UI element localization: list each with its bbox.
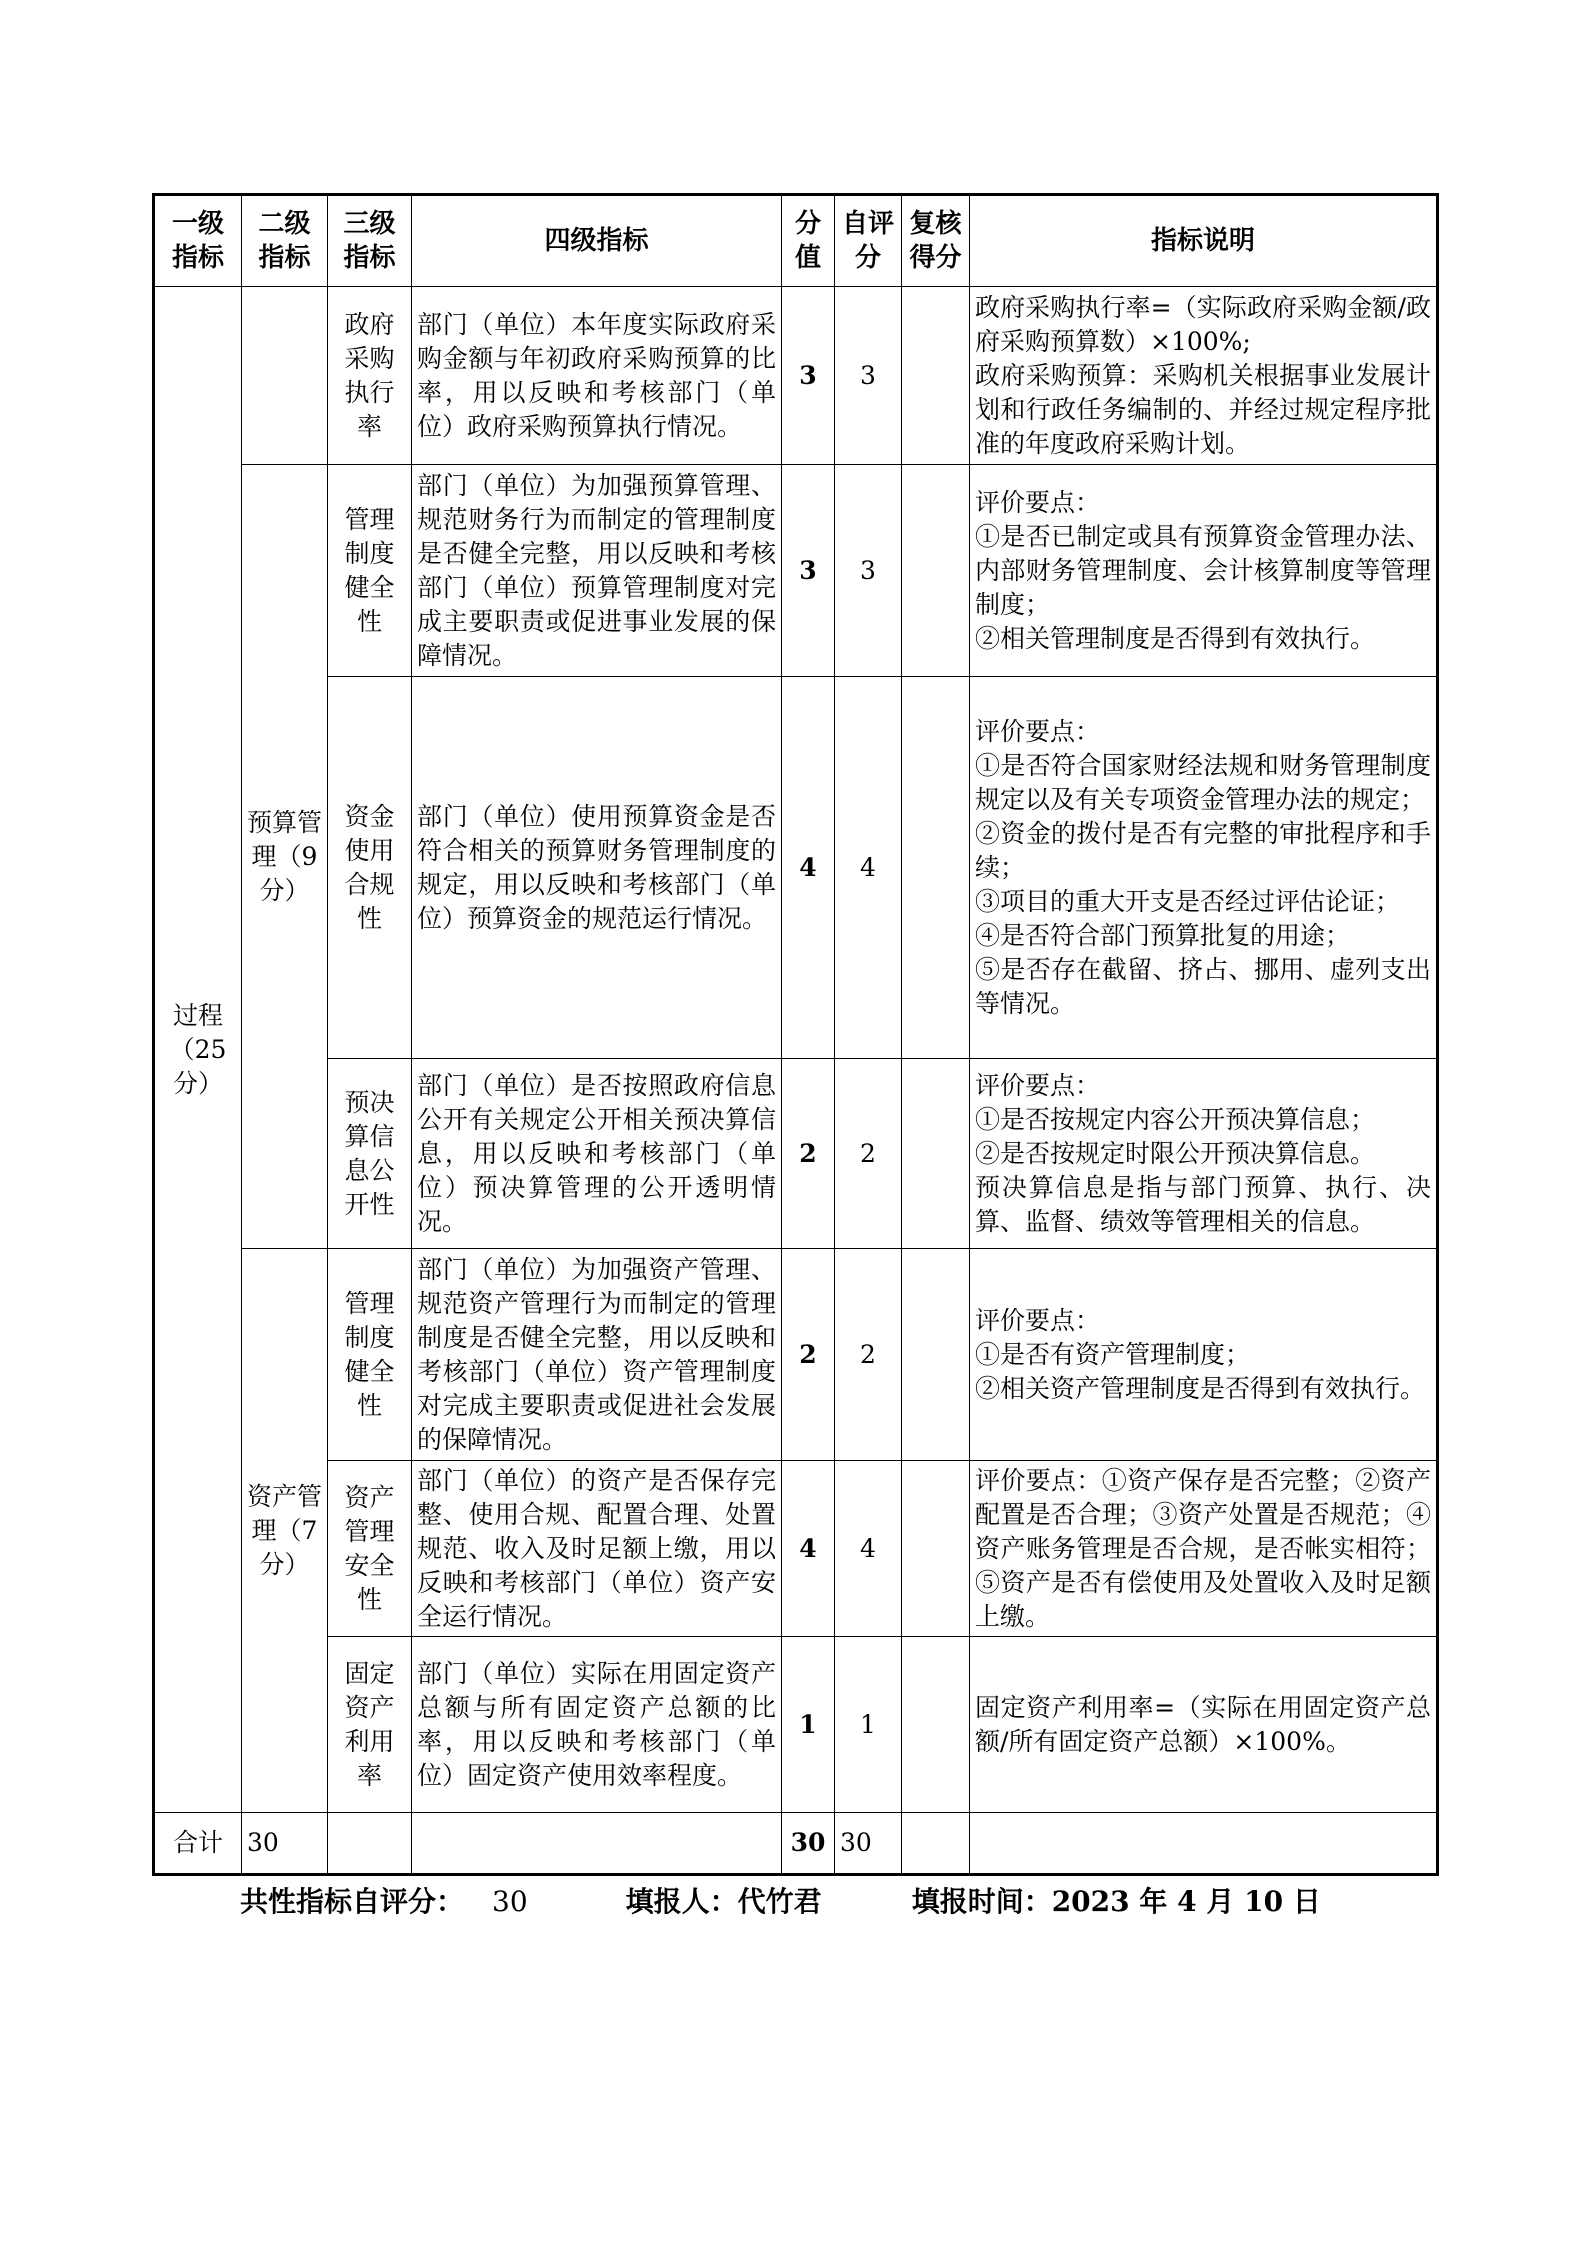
date-value: 2023 年 4 月 10 日 (1051, 1885, 1321, 1918)
level2-group-asset: 资产管理（7分） (242, 1249, 328, 1813)
header-level3: 三级指标 (328, 195, 412, 287)
description-cell: 评价要点： ①是否按规定内容公开预决算信息； ②是否按规定时限公开预决算信息。 预决算信息是指与部门预算、执行、决算、监督、绩效等管理相关的信息。 (970, 1059, 1438, 1249)
table-row (154, 1249, 1438, 1461)
table-row (154, 1637, 1438, 1813)
level3-cell: 固定资产利用率 (328, 1637, 412, 1813)
review-score-cell (902, 677, 970, 1059)
score-cell: 4 (782, 677, 835, 1059)
description-cell: 政府采购执行率=（实际政府采购金额/政府采购预算数）×100%; 政府采购预算：采购机关根据事业发展计划和行政任务编制的、并经过规定程序批准的年度政府采购计划。 (970, 287, 1438, 465)
level2-empty (242, 287, 328, 465)
reporter-label: 填报人： (625, 1885, 738, 1918)
review-score-cell (902, 287, 970, 465)
level3-cell: 资金使用合规性 (328, 677, 412, 1059)
score-cell: 3 (782, 465, 835, 677)
header-score: 分值 (782, 195, 835, 287)
total-label: 合计 (154, 1813, 242, 1875)
level1-group-process: 过程（25分） (154, 287, 242, 1813)
header-level4: 四级指标 (412, 195, 782, 287)
level4-cell: 部门（单位）为加强资产管理、规范资产管理行为而制定的管理制度是否健全完整，用以反映和考核部门（单位）资产管理制度对完成主要职责或促进社会发展的保障情况。 (412, 1249, 782, 1461)
total-level2-value: 30 (242, 1813, 328, 1875)
level4-cell: 部门（单位）的资产是否保存完整、使用合规、配置合理、处置规范、收入及时足额上缴，用以反映和考核部门（单位）资产安全运行情况。 (412, 1461, 782, 1637)
level4-cell: 部门（单位）使用预算资金是否符合相关的预算财务管理制度的规定，用以反映和考核部门（单位）预算资金的规范运行情况。 (412, 677, 782, 1059)
score-cell: 2 (782, 1249, 835, 1461)
date-label: 填报时间： (911, 1885, 1052, 1918)
header-row (154, 195, 1438, 287)
level4-cell: 部门（单位）实际在用固定资产总额与所有固定资产总额的比率，用以反映和考核部门（单位）固定资产使用效率程度。 (412, 1637, 782, 1813)
total-row (154, 1813, 1438, 1875)
header-review-score: 复核得分 (902, 195, 970, 287)
total-self-score: 30 (835, 1813, 902, 1875)
header-self-score: 自评分 (835, 195, 902, 287)
level4-cell: 部门（单位）本年度实际政府采购金额与年初政府采购预算的比率，用以反映和考核部门（单位）政府采购预算执行情况。 (412, 287, 782, 465)
description-cell: 评价要点： ①是否有资产管理制度； ②相关资产管理制度是否得到有效执行。 (970, 1249, 1438, 1461)
score-cell: 3 (782, 287, 835, 465)
level2-group-budget: 预算管理（9分） (242, 465, 328, 1249)
level3-cell: 资产管理安全性 (328, 1461, 412, 1637)
total-level3-empty (328, 1813, 412, 1875)
level3-cell: 政府采购执行率 (328, 287, 412, 465)
level4-cell: 部门（单位）为加强预算管理、规范财务行为而制定的管理制度是否健全完整，用以反映和考核部门（单位）预算管理制度对完成主要职责或促进事业发展的保障情况。 (412, 465, 782, 677)
description-cell: 评价要点： ①是否符合国家财经法规和财务管理制度规定以及有关专项资金管理办法的规定； ②资金的拨付是否有完整的审批程序和手续； ③项目的重大开支是否经过评估论证； ④是否符合部门预算批复的用途； ⑤是否存在截留、挤占、挪用、虚列支出等情况。 (970, 677, 1438, 1059)
header-description: 指标说明 (970, 195, 1438, 287)
total-level4-empty (412, 1813, 782, 1875)
table-row (154, 1059, 1438, 1249)
table-row (154, 1461, 1438, 1637)
self-score-cell: 2 (835, 1059, 902, 1249)
header-level2: 二级指标 (242, 195, 328, 287)
level3-cell: 管理制度健全性 (328, 1249, 412, 1461)
header-level1: 一级指标 (154, 195, 242, 287)
table-row (154, 465, 1438, 677)
self-score-label: 共性指标自评分： (240, 1885, 465, 1918)
self-score-cell: 1 (835, 1637, 902, 1813)
total-description-empty (970, 1813, 1438, 1875)
self-score-cell: 3 (835, 465, 902, 677)
self-score-cell: 2 (835, 1249, 902, 1461)
review-score-cell (902, 1059, 970, 1249)
indicator-table (152, 193, 1439, 1876)
reporter-name: 代竹君 (737, 1885, 822, 1918)
description-cell: 评价要点： ①是否已制定或具有预算资金管理办法、内部财务管理制度、会计核算制度等管理制度； ②相关管理制度是否得到有效执行。 (970, 465, 1438, 677)
level4-cell: 部门（单位）是否按照政府信息公开有关规定公开相关预决算信息，用以反映和考核部门（单位）预决算管理的公开透明情况。 (412, 1059, 782, 1249)
score-cell: 2 (782, 1059, 835, 1249)
total-review-empty (902, 1813, 970, 1875)
review-score-cell (902, 465, 970, 677)
level3-cell: 预决算信息公开性 (328, 1059, 412, 1249)
self-score-cell: 4 (835, 677, 902, 1059)
review-score-cell (902, 1637, 970, 1813)
score-cell: 1 (782, 1637, 835, 1813)
review-score-cell (902, 1461, 970, 1637)
score-cell: 4 (782, 1461, 835, 1637)
table-row (154, 677, 1438, 1059)
footer (240, 1880, 1321, 1920)
total-score: 30 (782, 1813, 835, 1875)
review-score-cell (902, 1249, 970, 1461)
self-score-cell: 4 (835, 1461, 902, 1637)
table-row (154, 287, 1438, 465)
description-cell: 评价要点：①资产保存是否完整；②资产配置是否合理；③资产处置是否规范；④资产账务管理是否合规，是否帐实相符；⑤资产是否有偿使用及处置收入及时足额上缴。 (970, 1461, 1438, 1637)
level3-cell: 管理制度健全性 (328, 465, 412, 677)
description-cell: 固定资产利用率=（实际在用固定资产总额/所有固定资产总额）×100%。 (970, 1637, 1438, 1813)
self-score-value: 30 (492, 1885, 528, 1918)
self-score-cell: 3 (835, 287, 902, 465)
